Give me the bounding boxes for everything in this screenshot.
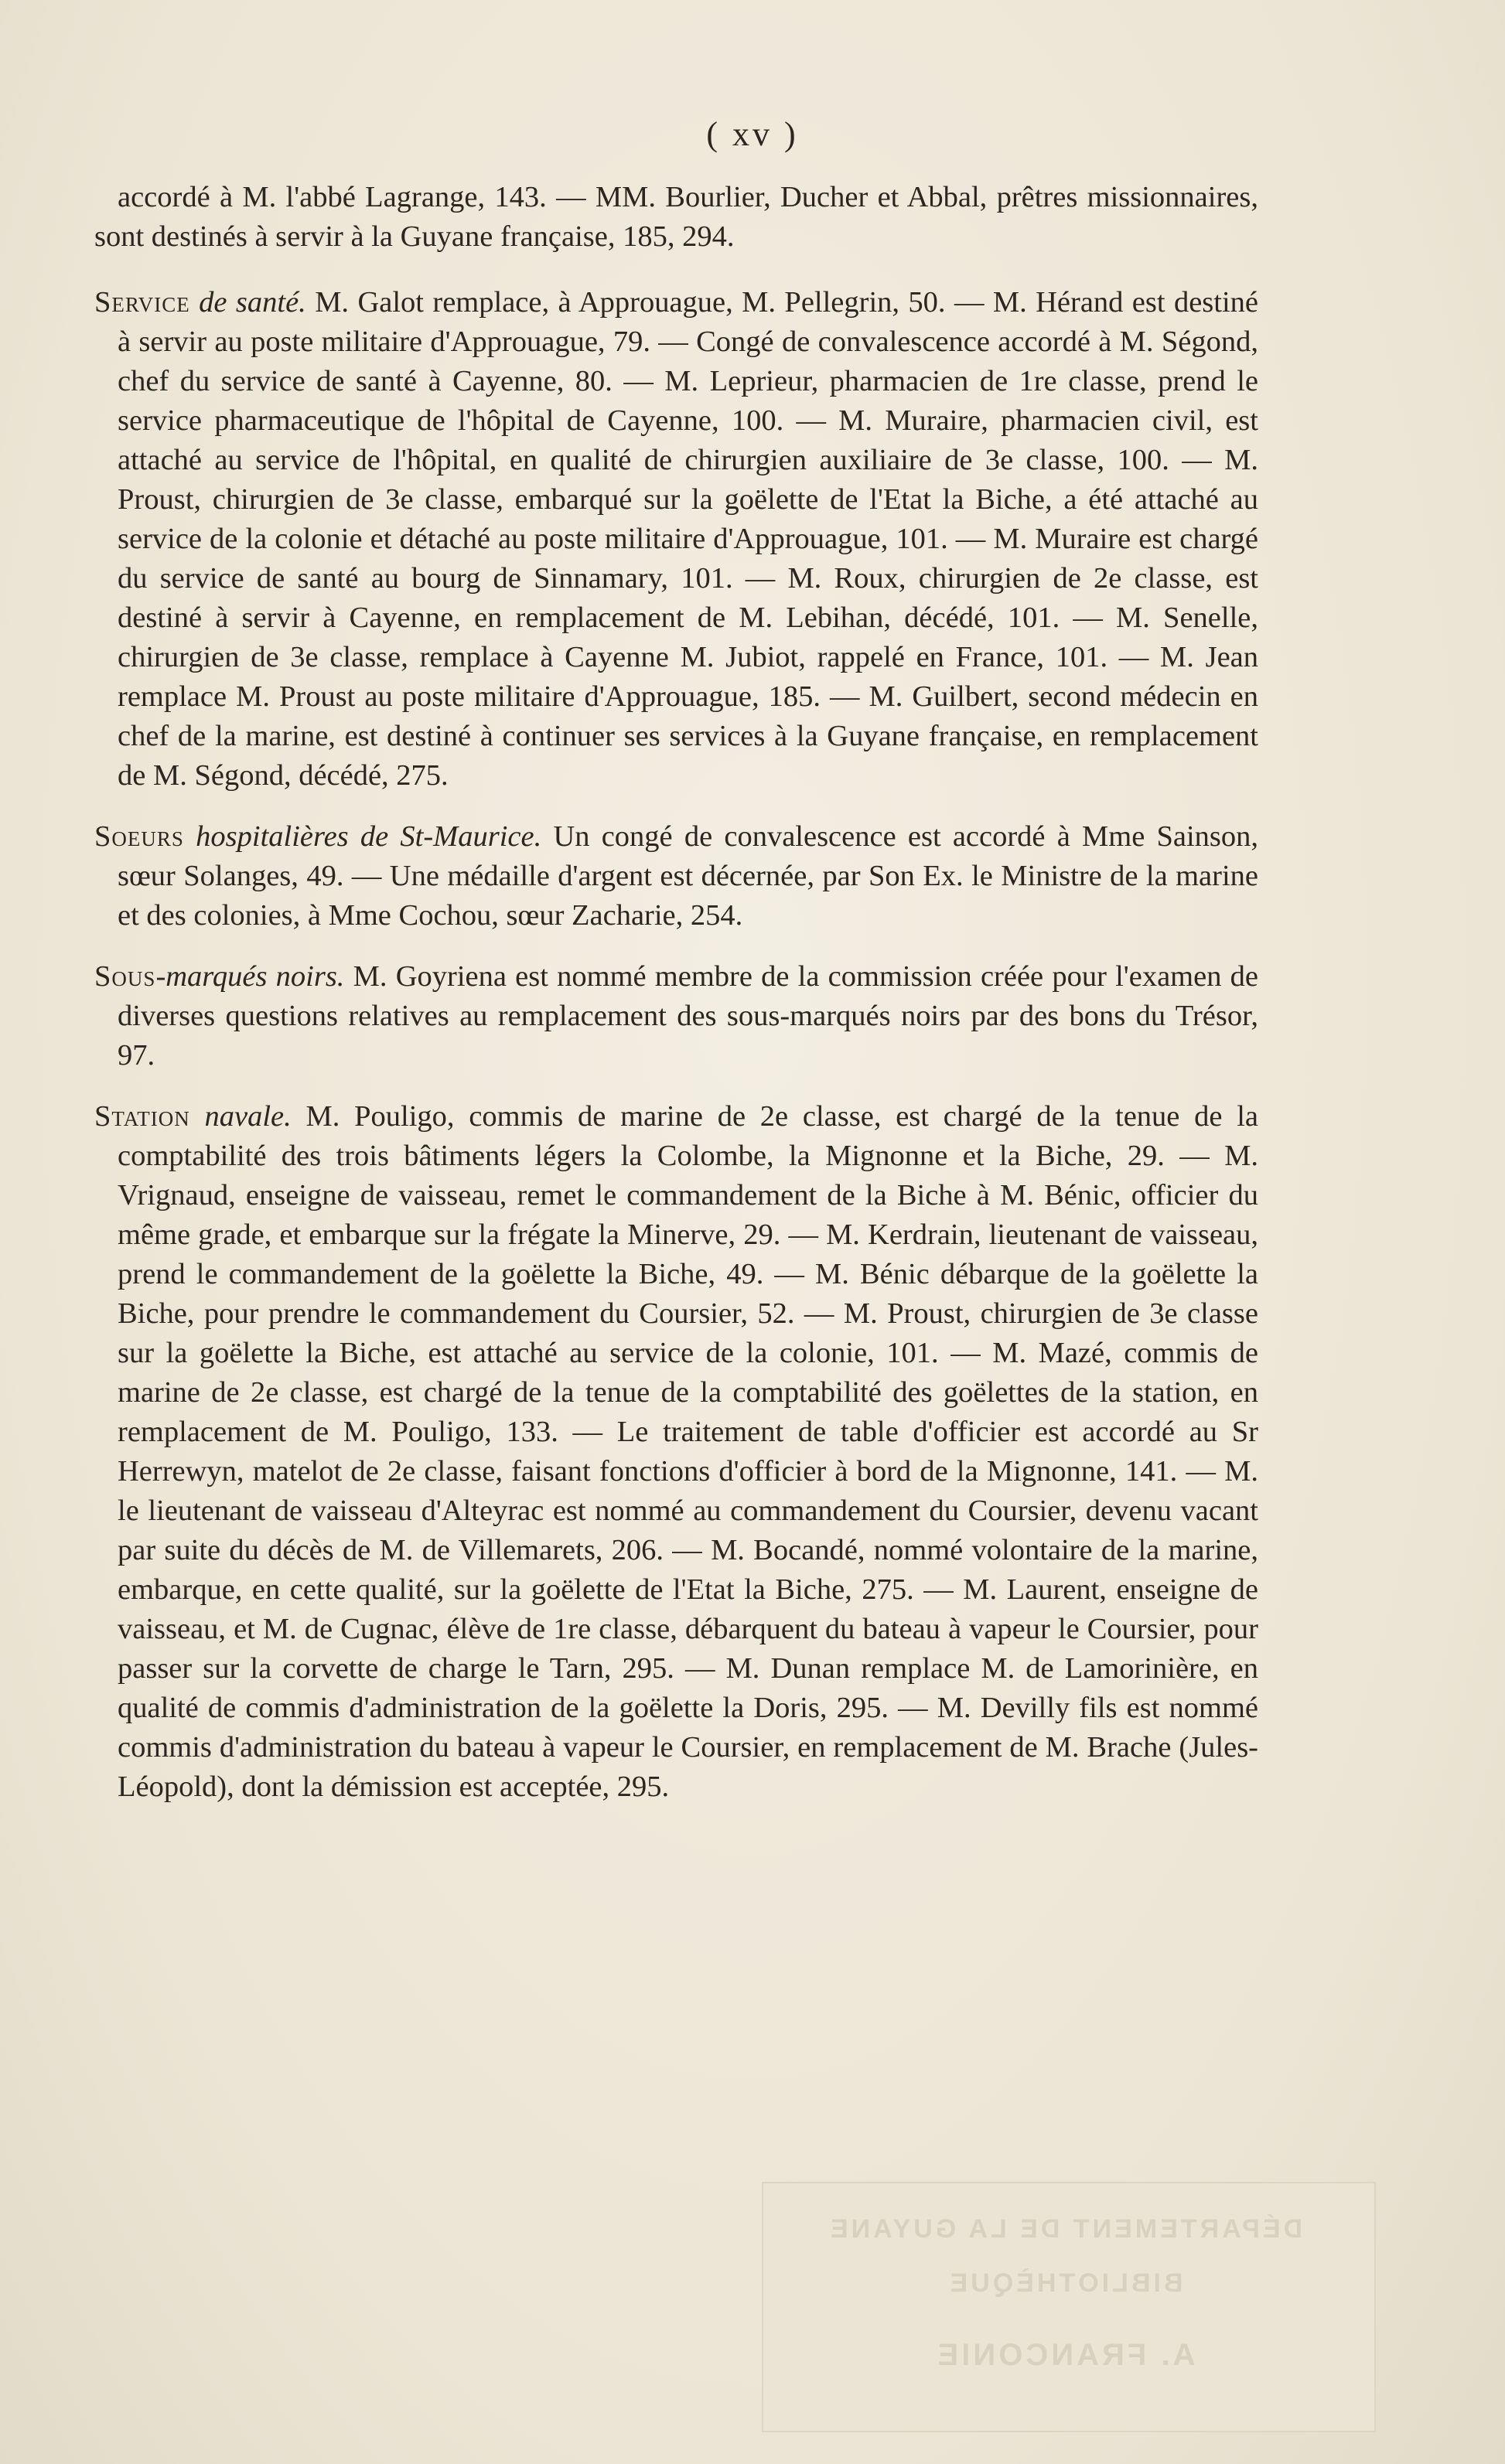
library-stamp	[762, 2182, 1376, 2432]
paragraph-text: Un congé de convalescence est accordé à Mme Sainson, sœur Solanges, 49. — Une médaille d'argent est décernée, par Son Ex. le Ministre de la marine et des colonies, à Mme Cochou, sœur Zacharie, 254.	[118, 820, 1259, 932]
paragraph-sous-marques	[94, 957, 1258, 1075]
entry-heading-italic: navale.	[204, 1100, 292, 1133]
entry-heading-italic: -marqués noirs.	[155, 960, 345, 993]
paragraph-text: M. Galot remplace, à Approuague, M. Pellegrin, 50. — M. Hérand est destiné à servir au poste militaire d'Approuague, 79. — Congé de convalescence accordé à M. Ségond, chef du service de santé à Cayenne, 80. — M. Leprieur, pharmacien de 1re classe, prend le service pharmaceutique de l'hôpital de Cayenne, 100. — M. Muraire, pharmacien civil, est attaché au service de l'hôpital, en qualité de chirurgien auxiliaire de 3e classe, 100. — M. Proust, chirurgien de 3e classe, embarqué sur la goëlette de l'Etat la Biche, a été attaché au service de la colonie et détaché au poste militaire d'Approuague, 101. — M. Muraire est chargé du service de santé au bourg de Sinnamary, 101. — M. Roux, chirurgien de 2e classe, est destiné à servir à Cayenne, en remplacement de M. Lebihan, décédé, 101. — M. Senelle, chirurgien de 3e classe, remplace à Cayenne M. Jubiot, rappelé en France, 101. — M. Jean remplace M. Proust au poste militaire d'Approuague, 185. — M. Guilbert, second médecin en chef de la marine, est destiné à continuer ses services à la Guyane française, en remplacement de M. Ségond, décédé, 275.	[118, 286, 1259, 792]
entry-heading: Service	[94, 286, 190, 319]
paragraph-soeurs	[94, 817, 1258, 936]
paragraph-intro	[94, 178, 1258, 257]
entry-heading-italic: de santé.	[199, 286, 306, 319]
paragraph-text: M. Goyriena est nommé membre de la commission créée pour l'examen de diverses questions relatives au remplacement des sous-marqués noirs par des bons du Trésor, 97.	[118, 960, 1258, 1072]
paragraph-text: M. Pouligo, commis de marine de 2e classe, est chargé de la tenue de la comptabilité des trois bâtiments légers la Colombe, la Mignonne et la Biche, 29. — M. Vrignaud, enseigne de vaisseau, remet le commandement de la Biche à M. Bénic, officier du même grade, et embarque sur la frégate la Minerve, 29. — M. Kerdrain, lieutenant de vaisseau, prend le commandement de la goëlette la Biche, 49. — M. Bénic débarque de la goëlette la Biche, pour prendre le commandement du Coursier, 52. — M. Proust, chirurgien de 3e classe sur la goëlette la Biche, est attaché au service de la colonie, 101. — M. Mazé, commis de marine de 2e classe, est chargé de la tenue de la comptabilité des goëlettes de la station, en remplacement de M. Pouligo, 133. — Le traitement de table d'officier est accordé au Sr Herrewyn, matelot de 2e classe, faisant fonctions d'officier à bord de la Mignonne, 141. — M. le lieutenant de vaisseau d'Alteyrac est nommé au commandement du Coursier, devenu vacant par suite du décès de M. de Villemarets, 206. — M. Bocandé, nommé volontaire de la marine, embarque, en cette qualité, sur la goëlette de l'Etat la Biche, 275. — M. Laurent, enseigne de vaisseau, et M. de Cugnac, élève de 1re classe, débarquent du bateau à vapeur le Coursier, pour passer sur la corvette de charge le Tarn, 295. — M. Dunan remplace M. de Lamorinière, en qualité de commis d'administration de la goëlette la Doris, 295. — M. Devilly fils est nommé commis d'administration du bateau à vapeur le Coursier, en remplacement de M. Brache (Jules-Léopold), dont la démission est acceptée, 295.	[118, 1100, 1259, 1803]
stamp-line: BIBLIOTHÈQUE	[947, 2268, 1183, 2298]
entry-heading: Soeurs	[94, 820, 184, 853]
paragraph-station	[94, 1097, 1258, 1807]
index-body	[94, 178, 1258, 1828]
stamp-line: DÉPARTEMENT DE LA GUYANE	[827, 2214, 1303, 2244]
paragraph-service-sante	[94, 283, 1258, 796]
stamp-line: A. FRANCONIE	[934, 2338, 1196, 2372]
page-number-header: ( xv )	[706, 115, 799, 153]
paragraph-text: accordé à M. l'abbé Lagrange, 143. — MM. Bourlier, Ducher et Abbal, prêtres missionnaires, sont destinés à servir à la Guyane française, 185, 294.	[94, 181, 1258, 253]
entry-heading-italic: hospitalières de St-Maurice.	[196, 820, 542, 853]
entry-heading: Sous	[94, 960, 156, 993]
entry-heading: Station	[94, 1100, 190, 1133]
